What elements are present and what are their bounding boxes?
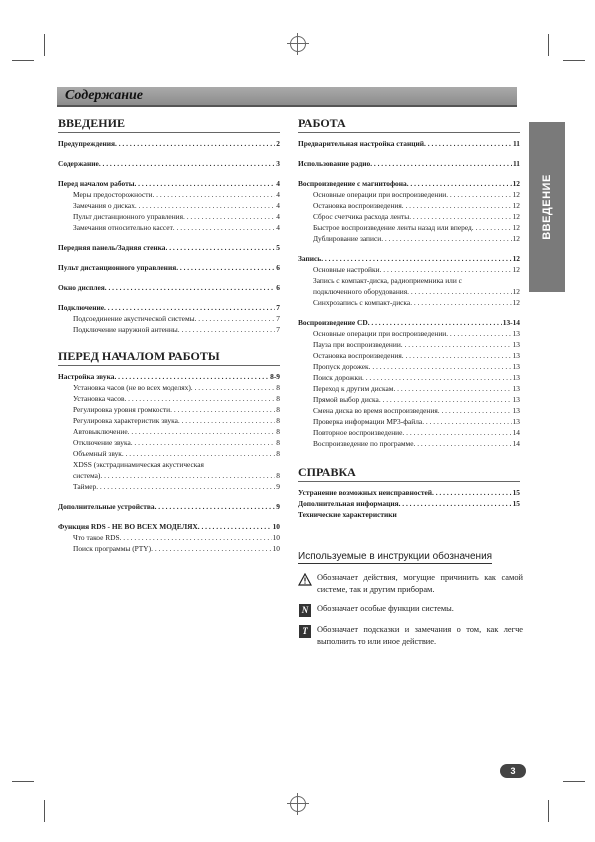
toc-entry[interactable]	[298, 317, 520, 328]
leader-dots	[409, 211, 511, 222]
leader-dots	[155, 501, 276, 512]
toc-page-number: 7	[276, 325, 280, 334]
leader-dots	[124, 393, 275, 404]
toc-entry[interactable]	[298, 200, 520, 211]
toc-entry-title: Основные настройки	[313, 265, 380, 274]
toc-list	[58, 138, 280, 335]
toc-entry-title: Основные операции при воспроизведении	[313, 190, 447, 199]
toc-page-number: 9	[276, 502, 280, 511]
leader-dots	[370, 158, 512, 169]
toc-page-number: 11	[513, 159, 520, 168]
section-title-introduction: ВВЕДЕНИЕ	[58, 116, 280, 133]
toc-entry-title: Подключение наружной антенны	[73, 325, 178, 334]
toc-entry[interactable]	[298, 394, 520, 405]
toc-list	[298, 138, 520, 449]
toc-entry-title: Окно дисплея	[58, 283, 105, 292]
page-title: Содержание	[65, 88, 143, 103]
legend-text: Обозначает действия, могущие причинить как самой системе, так и другим приборам.	[317, 573, 523, 594]
leader-dots	[99, 158, 275, 169]
leader-dots	[178, 324, 276, 335]
toc-page-number: 8	[276, 427, 280, 436]
leader-dots	[191, 382, 276, 393]
toc-right-column	[298, 116, 520, 520]
leader-dots	[100, 470, 275, 481]
leader-dots	[362, 372, 512, 383]
toc-entry-title: Быстрое воспроизведение ленты назад или вперед	[313, 223, 472, 232]
toc-entry[interactable]	[58, 426, 280, 437]
toc-page-number: 13	[512, 351, 520, 360]
toc-page-number: 13	[512, 329, 520, 338]
toc-entry[interactable]	[58, 138, 280, 149]
toc-entry[interactable]	[298, 438, 520, 449]
toc-entry[interactable]	[58, 371, 280, 382]
toc-page-number: 8	[276, 405, 280, 414]
toc-entry[interactable]	[58, 302, 280, 313]
toc-entry[interactable]	[58, 211, 280, 222]
toc-entry-title: Использование радио	[298, 159, 371, 168]
leader-dots	[407, 286, 511, 297]
toc-entry[interactable]	[298, 339, 520, 350]
toc-entry-title: Проверка информации MP3-файла	[313, 417, 423, 426]
toc-entry[interactable]	[298, 509, 520, 520]
leader-dots	[166, 242, 276, 253]
legend-item	[298, 624, 523, 648]
toc-entry-title: Пульт дистанционного управления	[58, 263, 177, 272]
toc-entry[interactable]	[58, 532, 280, 543]
toc-page-number: 4	[276, 179, 280, 188]
leader-dots	[195, 313, 276, 324]
leader-dots	[368, 317, 502, 328]
toc-page-number: 8	[276, 394, 280, 403]
toc-page-number: 7	[276, 303, 280, 312]
toc-page-number: 4	[276, 190, 280, 199]
toc-list	[298, 487, 520, 520]
toc-entry-title: Подсоединение акустической системы	[73, 314, 195, 323]
toc-entry-title: подключенного оборудования	[313, 287, 408, 296]
toc-page-number: 13	[512, 362, 520, 371]
leader-dots	[399, 498, 512, 509]
toc-entry-title: Технические характеристики	[298, 510, 397, 519]
page-header-bar	[57, 87, 517, 107]
toc-entry-title: Подключение	[58, 303, 104, 312]
legend-item	[298, 572, 523, 596]
leader-dots	[472, 222, 512, 233]
toc-page-number: 15	[512, 499, 520, 508]
toc-entry[interactable]	[298, 264, 520, 275]
toc-page-number: 12	[512, 254, 520, 263]
toc-entry[interactable]	[298, 416, 520, 427]
crop-mark	[548, 800, 549, 822]
toc-page-number: 13	[512, 417, 520, 426]
toc-entry[interactable]	[298, 158, 520, 169]
toc-entry[interactable]	[58, 501, 280, 512]
toc-page-number: 13	[512, 384, 520, 393]
toc-entry-title: Поиск дорожки	[313, 373, 363, 382]
toc-page-number: 9	[276, 482, 280, 491]
crop-mark	[44, 800, 45, 822]
leader-dots	[120, 532, 272, 543]
toc-entry-line: XDSS (экстрадинамическая акустическая	[73, 460, 204, 469]
toc-entry[interactable]	[58, 481, 280, 492]
toc-entry-title: Функция RDS - НЕ ВО ВСЕХ МОДЕЛЯХ	[58, 522, 198, 531]
toc-page-number: 13	[512, 340, 520, 349]
toc-entry-title: Установка часов (не во всех моделях)	[73, 383, 191, 392]
toc-entry-title: Переход к другим дискам	[313, 384, 394, 393]
toc-entry-title: Устранение возможных неисправностей	[298, 488, 433, 497]
legend-text: Обозначает особые функции системы.	[317, 604, 454, 613]
toc-page-number: 12	[512, 190, 520, 199]
toc-page-number: 4	[276, 223, 280, 232]
leader-dots	[402, 200, 512, 211]
side-tab-label: ВВЕДЕНИЕ	[541, 174, 553, 240]
toc-entry[interactable]	[58, 470, 280, 481]
leader-dots	[446, 328, 511, 339]
toc-entry[interactable]	[298, 233, 520, 244]
toc-entry-title: Воспроизведение с магнитофона	[298, 179, 407, 188]
toc-page-number: 10	[272, 522, 280, 531]
leader-dots	[178, 415, 275, 426]
toc-entry[interactable]	[58, 324, 280, 335]
toc-page-number: 4	[276, 212, 280, 221]
toc-entry-title: Регулировка характеристик звука	[73, 416, 178, 425]
leader-dots	[393, 383, 511, 394]
toc-page-number: 12	[512, 265, 520, 274]
toc-entry[interactable]	[58, 189, 280, 200]
toc-page-number: 13	[512, 373, 520, 382]
leader-dots	[379, 394, 512, 405]
leader-dots	[115, 138, 275, 149]
toc-entry-title: Пропуск дорожек	[313, 362, 369, 371]
toc-entry[interactable]	[298, 405, 520, 416]
toc-entry[interactable]	[298, 297, 520, 308]
toc-entry-title: Объемный звук	[73, 449, 122, 458]
toc-entry[interactable]	[298, 487, 520, 498]
toc-entry-title: Регулировка уровня громкости	[73, 405, 171, 414]
toc-page-number: 14	[512, 439, 520, 448]
toc-entry-title: Основные операции при воспроизведении	[313, 329, 447, 338]
toc-entry[interactable]	[58, 382, 280, 393]
toc-entry[interactable]	[298, 498, 520, 509]
leader-dots	[114, 371, 269, 382]
section-title-before-start: ПЕРЕД НАЧАЛОМ РАБОТЫ	[58, 349, 280, 366]
toc-page-number: 12	[512, 212, 520, 221]
toc-entry-title: Пауза при воспроизведении	[313, 340, 401, 349]
toc-entry-title: Смена диска во время воспроизведения	[313, 406, 438, 415]
toc-page-number: 12	[512, 287, 520, 296]
toc-page-number: 6	[276, 283, 280, 292]
toc-entry[interactable]	[58, 404, 280, 415]
toc-entry-title: Дополнительные устройства	[58, 502, 155, 511]
toc-entry[interactable]	[58, 521, 280, 532]
leader-dots	[176, 262, 275, 273]
toc-entry[interactable]	[58, 313, 280, 324]
toc-entry[interactable]	[298, 350, 520, 361]
page-number-badge: 3	[500, 764, 526, 778]
leader-dots	[128, 426, 276, 437]
toc-page-number: 13-14	[502, 318, 520, 327]
legend-text: Обозначает подсказки и замечания о том, как легче выполнить то или иное действие.	[317, 625, 523, 646]
toc-page-number: 12	[512, 298, 520, 307]
toc-entry-title: Пульт дистанционного управления	[73, 212, 184, 221]
toc-entry-title: Поиск программы (PTY)	[73, 544, 152, 553]
leader-dots	[380, 264, 512, 275]
leader-dots	[402, 350, 512, 361]
leader-dots	[369, 361, 512, 372]
leader-dots	[424, 138, 512, 149]
toc-entry[interactable]	[298, 178, 520, 189]
registration-mark-icon	[290, 36, 306, 52]
leader-dots	[407, 178, 512, 189]
toc-page-number: 4	[276, 201, 280, 210]
crop-mark	[563, 781, 585, 782]
toc-entry-title: Что такое RDS	[73, 533, 120, 542]
toc-page-number: 12	[512, 234, 520, 243]
toc-entry-title: Дополнительная информация	[298, 499, 399, 508]
toc-entry[interactable]	[58, 222, 280, 233]
toc-page-number: 12	[512, 223, 520, 232]
section-title-reference: СПРАВКА	[298, 465, 520, 482]
leader-dots	[131, 437, 276, 448]
toc-entry-title: Меры предосторожности	[73, 190, 153, 199]
toc-page-number: 7	[276, 314, 280, 323]
leader-dots	[122, 448, 275, 459]
toc-entry-title: Перед началом работы	[58, 179, 135, 188]
warning-triangle-icon	[298, 572, 312, 586]
toc-entry[interactable]	[298, 138, 520, 149]
leader-dots	[173, 222, 276, 233]
toc-entry-title: система)	[73, 471, 101, 480]
leader-dots	[198, 521, 272, 532]
toc-page-number: 5	[276, 243, 280, 252]
toc-entry[interactable]	[298, 328, 520, 339]
leader-dots	[432, 487, 512, 498]
leader-dots	[401, 339, 512, 350]
toc-entry-title: Сброс счетчика расхода ленты	[313, 212, 410, 221]
leader-dots	[422, 416, 511, 427]
leader-dots	[410, 297, 511, 308]
toc-entry-line: Запись с компакт-диска, радиоприемника или с	[313, 276, 462, 285]
leader-dots	[170, 404, 275, 415]
leader-dots	[152, 189, 275, 200]
leader-dots	[151, 543, 271, 554]
toc-page-number: 11	[513, 139, 520, 148]
toc-page-number: 10	[272, 533, 280, 542]
section-side-tab	[529, 122, 565, 292]
toc-page-number: 13	[512, 406, 520, 415]
toc-page-number: 8	[276, 449, 280, 458]
toc-entry-title: Прямой выбор диска	[313, 395, 379, 404]
toc-entry-title: Замечания относительно кассет	[73, 223, 173, 232]
crop-mark	[548, 34, 549, 56]
toc-entry-title: Остановка воспроизведения	[313, 201, 402, 210]
toc-page-number: 15	[512, 488, 520, 497]
section-title-operation: РАБОТА	[298, 116, 520, 133]
toc-entry-title: Синхрозапись с компакт-диска	[313, 298, 411, 307]
toc-entry[interactable]	[58, 543, 280, 554]
leader-dots	[414, 438, 512, 449]
toc-page-number: 6	[276, 263, 280, 272]
toc-entry[interactable]	[58, 393, 280, 404]
crop-mark	[12, 781, 34, 782]
leader-dots	[402, 427, 511, 438]
toc-entry[interactable]	[58, 262, 280, 273]
toc-entry[interactable]	[298, 372, 520, 383]
toc-page-number: 10	[272, 544, 280, 553]
toc-entry-title: Установка часов	[73, 394, 125, 403]
leader-dots	[96, 481, 275, 492]
toc-entry-title: Предварительная настройка станций	[298, 139, 425, 148]
toc-page-number: 3	[276, 159, 280, 168]
toc-entry-title: Остановка воспроизведения	[313, 351, 402, 360]
toc-entry-title: Дублирование записи	[313, 234, 382, 243]
toc-page-number: 8	[276, 438, 280, 447]
toc-entry[interactable]	[298, 427, 520, 438]
toc-page-number: 12	[512, 201, 520, 210]
toc-page-number: 14	[512, 428, 520, 437]
toc-entry[interactable]	[58, 437, 280, 448]
toc-entry[interactable]	[298, 361, 520, 372]
toc-entry-title: Повторное воспроизведение	[313, 428, 403, 437]
toc-entry[interactable]	[58, 415, 280, 426]
note-n-icon: N	[299, 604, 311, 617]
toc-entry[interactable]	[58, 200, 280, 211]
toc-entry-title: Настройка звука	[58, 372, 115, 381]
toc-page-number: 2	[276, 139, 280, 148]
symbols-legend	[298, 546, 523, 655]
toc-entry-title: Содержание	[58, 159, 99, 168]
tip-t-icon: T	[299, 625, 311, 638]
toc-page-number: 8	[276, 471, 280, 480]
toc-list	[58, 371, 280, 554]
toc-entry[interactable]	[298, 189, 520, 200]
leader-dots	[183, 211, 275, 222]
crop-mark	[563, 60, 585, 61]
toc-page-number: 8	[276, 383, 280, 392]
toc-entry[interactable]	[58, 178, 280, 189]
legend-item	[298, 603, 523, 617]
toc-entry[interactable]	[298, 286, 520, 297]
toc-page-number: 12	[512, 179, 520, 188]
leader-dots	[135, 200, 275, 211]
toc-entry-title: Автовыключение	[73, 427, 128, 436]
leader-dots	[446, 189, 511, 200]
toc-entry[interactable]	[58, 242, 280, 253]
toc-entry-title: Воспроизведение CD	[298, 318, 368, 327]
legend-title: Используемые в инструкции обозначения	[298, 551, 493, 562]
leader-dots	[104, 302, 275, 313]
toc-entry[interactable]	[58, 158, 280, 169]
toc-entry-title: Таймер	[73, 482, 97, 491]
toc-page-number: 8	[276, 416, 280, 425]
toc-page-number: 13	[512, 395, 520, 404]
leader-dots	[321, 253, 511, 264]
toc-entry[interactable]	[298, 253, 520, 264]
leader-dots	[381, 233, 511, 244]
toc-entry[interactable]	[298, 383, 520, 394]
toc-entry-title: Запись	[298, 254, 322, 263]
toc-entry[interactable]	[298, 222, 520, 233]
toc-entry[interactable]	[58, 282, 280, 293]
leader-dots	[105, 282, 276, 293]
crop-mark	[12, 60, 34, 61]
toc-entry-title: Замечания о дисках	[73, 201, 135, 210]
crop-mark	[44, 34, 45, 56]
toc-entry[interactable]	[298, 211, 520, 222]
leader-dots	[438, 405, 512, 416]
toc-page-number: 8-9	[270, 372, 280, 381]
toc-entry-title: Передняя панель/Задняя стенка	[58, 243, 166, 252]
toc-entry[interactable]	[58, 448, 280, 459]
toc-left-column	[58, 116, 280, 554]
leader-dots	[134, 178, 275, 189]
toc-entry-title: Отключение звука	[73, 438, 131, 447]
registration-mark-icon	[290, 796, 306, 812]
toc-entry-title: Предупреждения	[58, 139, 116, 148]
toc-entry-title: Воспроизведение по программе	[313, 439, 414, 448]
